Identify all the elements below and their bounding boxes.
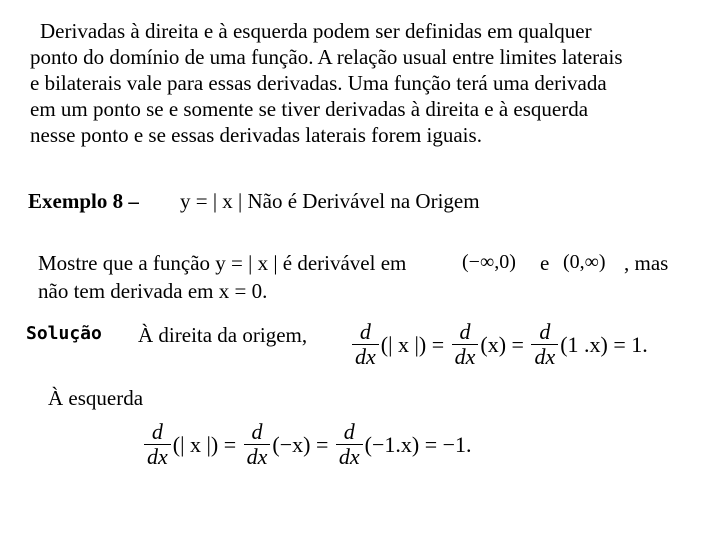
derivative-operator: $\frac{d}{dx}$ xyxy=(452,320,479,369)
right-side-text: À direita da origem, xyxy=(138,323,308,347)
intro-line: Derivadas à direita e à esquerda podem ser definidas em qualquer xyxy=(40,19,592,43)
example-title: y = | x | Não é Derivável na Origem xyxy=(180,189,480,213)
intro-line: nesse ponto e se essas derivadas laterais forem iguais. xyxy=(30,123,482,147)
derivative-operator: $\frac{d}{dx}$ xyxy=(352,320,379,369)
equation-right-derivative: $\frac{d}{dx}$ (| x |) = $\frac{d}{dx}$ (x) = $\frac{d}{dx}$ (1 .x) = 1. xyxy=(350,320,648,369)
task-line-1: Mostre que a função y = | x | é derivável em xyxy=(38,251,407,275)
intro-line: ponto do domínio de uma função. A relação usual entre limites laterais xyxy=(30,45,623,69)
interval-positive: (0,∞) xyxy=(563,251,606,273)
derivative-operator: $\frac{d}{dx}$ xyxy=(531,320,558,369)
task-connector: e xyxy=(540,251,550,275)
interval-negative: (−∞,0) xyxy=(462,251,516,273)
derivative-operator: $\frac{d}{dx}$ xyxy=(244,420,271,469)
left-side-text: À esquerda xyxy=(48,386,144,410)
task-tail: , mas xyxy=(624,251,669,275)
intro-paragraph xyxy=(30,18,720,148)
derivative-operator: $\frac{d}{dx}$ xyxy=(144,420,171,469)
task-line-2: não tem derivada em x = 0. xyxy=(38,279,268,303)
intro-line: e bilaterais vale para essas derivadas. Uma função terá uma derivada xyxy=(30,71,607,95)
intro-line: em um ponto se e somente se tiver derivadas à direita e à esquerda xyxy=(30,97,589,121)
solution-label: Solução xyxy=(26,323,102,344)
derivative-operator: $\frac{d}{dx}$ xyxy=(336,420,363,469)
equation-left-derivative: $\frac{d}{dx}$ (| x |) = $\frac{d}{dx}$ (−x) = $\frac{d}{dx}$ (−1.x) = −1. xyxy=(142,420,472,469)
example-label: Exemplo 8 – xyxy=(28,189,139,213)
